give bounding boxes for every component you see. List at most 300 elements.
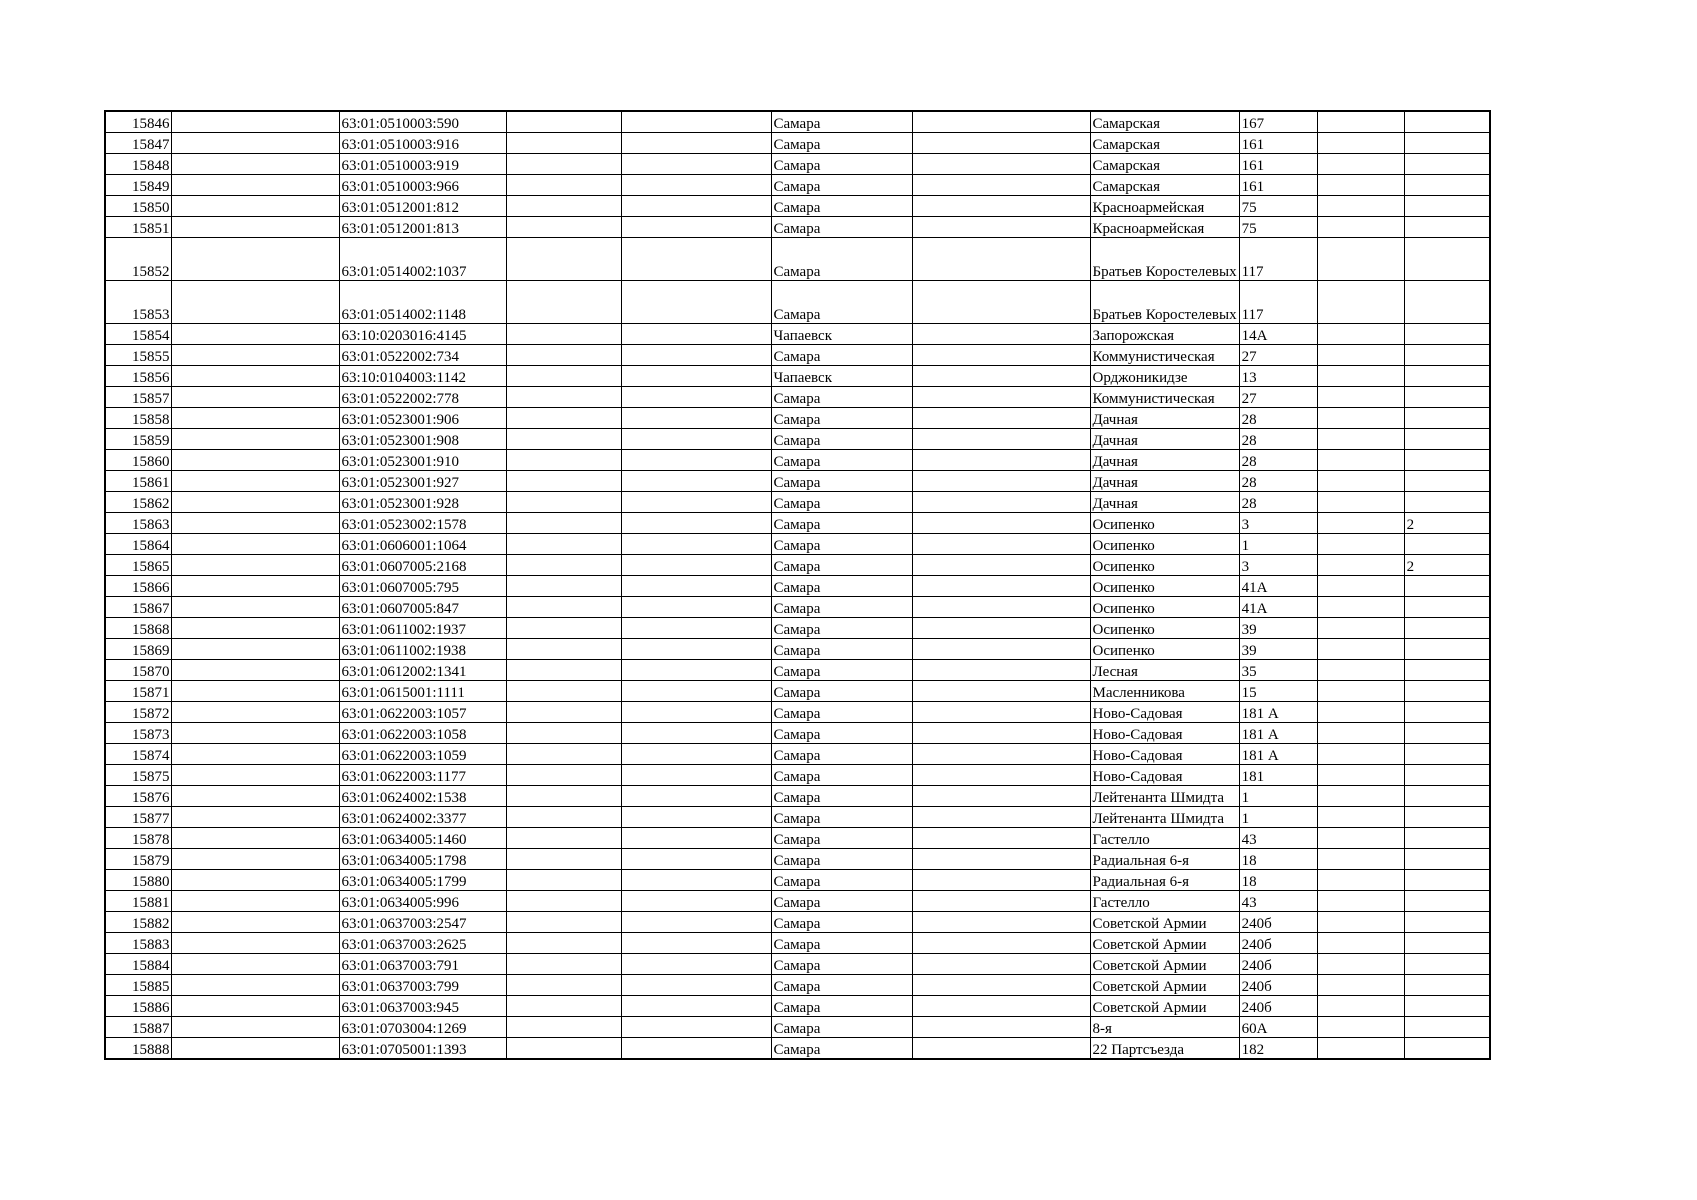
empty-cell bbox=[171, 555, 339, 576]
empty-cell bbox=[621, 345, 771, 366]
row-number-cell: 15887 bbox=[105, 1017, 171, 1038]
empty-cell bbox=[171, 450, 339, 471]
empty-cell bbox=[912, 618, 1090, 639]
city-cell: Самара bbox=[771, 387, 912, 408]
empty-cell bbox=[912, 849, 1090, 870]
house-cell: 15 bbox=[1239, 681, 1317, 702]
empty-cell bbox=[912, 975, 1090, 996]
empty-cell bbox=[1317, 555, 1404, 576]
empty-cell bbox=[1317, 175, 1404, 196]
empty-cell bbox=[1317, 996, 1404, 1017]
empty-cell bbox=[912, 660, 1090, 681]
row-number-cell: 15861 bbox=[105, 471, 171, 492]
empty-cell bbox=[506, 618, 621, 639]
cadastral-number-cell: 63:01:0637003:945 bbox=[339, 996, 506, 1017]
empty-cell bbox=[171, 933, 339, 954]
empty-cell bbox=[171, 217, 339, 238]
house-cell: 28 bbox=[1239, 492, 1317, 513]
empty-cell bbox=[912, 281, 1090, 324]
table-row bbox=[105, 217, 1490, 238]
cadastral-number-cell: 63:01:0611002:1938 bbox=[339, 639, 506, 660]
building-cell bbox=[1404, 345, 1490, 366]
row-number-cell: 15857 bbox=[105, 387, 171, 408]
empty-cell bbox=[1317, 891, 1404, 912]
row-number-cell: 15858 bbox=[105, 408, 171, 429]
row-number-cell: 15851 bbox=[105, 217, 171, 238]
row-number-cell: 15860 bbox=[105, 450, 171, 471]
empty-cell bbox=[621, 912, 771, 933]
house-cell: 60А bbox=[1239, 1017, 1317, 1038]
row-number-cell: 15872 bbox=[105, 702, 171, 723]
city-cell: Самара bbox=[771, 681, 912, 702]
street-cell: Ново-Садовая bbox=[1090, 744, 1239, 765]
city-cell: Самара bbox=[771, 345, 912, 366]
building-cell bbox=[1404, 387, 1490, 408]
empty-cell bbox=[506, 534, 621, 555]
building-cell bbox=[1404, 912, 1490, 933]
row-number-cell: 15873 bbox=[105, 723, 171, 744]
cadastral-number-cell: 63:01:0522002:734 bbox=[339, 345, 506, 366]
empty-cell bbox=[912, 238, 1090, 281]
table-row bbox=[105, 555, 1490, 576]
empty-cell bbox=[912, 408, 1090, 429]
cadastral-number-cell: 63:01:0622003:1057 bbox=[339, 702, 506, 723]
row-number-cell: 15850 bbox=[105, 196, 171, 217]
street-cell: 22 Партсъезда bbox=[1090, 1038, 1239, 1060]
street-cell: Ново-Садовая bbox=[1090, 723, 1239, 744]
empty-cell bbox=[506, 154, 621, 175]
empty-cell bbox=[171, 597, 339, 618]
empty-cell bbox=[1317, 870, 1404, 891]
empty-cell bbox=[1317, 196, 1404, 217]
empty-cell bbox=[171, 576, 339, 597]
empty-cell bbox=[1317, 324, 1404, 345]
building-cell bbox=[1404, 723, 1490, 744]
building-cell bbox=[1404, 471, 1490, 492]
city-cell: Самара bbox=[771, 513, 912, 534]
row-number-cell: 15846 bbox=[105, 111, 171, 133]
empty-cell bbox=[171, 133, 339, 154]
cadastral-number-cell: 63:01:0637003:2547 bbox=[339, 912, 506, 933]
empty-cell bbox=[171, 849, 339, 870]
table-row bbox=[105, 1017, 1490, 1038]
table-row bbox=[105, 954, 1490, 975]
row-number-cell: 15865 bbox=[105, 555, 171, 576]
house-cell: 14А bbox=[1239, 324, 1317, 345]
table-row bbox=[105, 281, 1490, 324]
house-cell: 13 bbox=[1239, 366, 1317, 387]
table-row bbox=[105, 618, 1490, 639]
table-row bbox=[105, 891, 1490, 912]
house-cell: 1 bbox=[1239, 786, 1317, 807]
city-cell: Самара bbox=[771, 534, 912, 555]
table-row bbox=[105, 933, 1490, 954]
street-cell: Осипенко bbox=[1090, 597, 1239, 618]
empty-cell bbox=[506, 175, 621, 196]
row-number-cell: 15882 bbox=[105, 912, 171, 933]
empty-cell bbox=[621, 744, 771, 765]
building-cell bbox=[1404, 933, 1490, 954]
house-cell: 1 bbox=[1239, 807, 1317, 828]
cadastral-number-cell: 63:01:0612002:1341 bbox=[339, 660, 506, 681]
house-cell: 27 bbox=[1239, 345, 1317, 366]
house-cell: 240б bbox=[1239, 975, 1317, 996]
house-cell: 43 bbox=[1239, 828, 1317, 849]
row-number-cell: 15879 bbox=[105, 849, 171, 870]
empty-cell bbox=[912, 765, 1090, 786]
empty-cell bbox=[506, 429, 621, 450]
empty-cell bbox=[171, 1038, 339, 1060]
street-cell: Красноармейская bbox=[1090, 217, 1239, 238]
empty-cell bbox=[171, 765, 339, 786]
house-cell: 161 bbox=[1239, 154, 1317, 175]
empty-cell bbox=[1317, 618, 1404, 639]
empty-cell bbox=[1317, 450, 1404, 471]
empty-cell bbox=[621, 175, 771, 196]
city-cell: Самара bbox=[771, 996, 912, 1017]
empty-cell bbox=[912, 744, 1090, 765]
row-number-cell: 15849 bbox=[105, 175, 171, 196]
empty-cell bbox=[621, 576, 771, 597]
row-number-cell: 15875 bbox=[105, 765, 171, 786]
empty-cell bbox=[912, 555, 1090, 576]
empty-cell bbox=[1317, 660, 1404, 681]
empty-cell bbox=[506, 471, 621, 492]
table-row bbox=[105, 111, 1490, 133]
city-cell: Самара bbox=[771, 618, 912, 639]
cadastral-number-cell: 63:10:0104003:1142 bbox=[339, 366, 506, 387]
empty-cell bbox=[912, 154, 1090, 175]
empty-cell bbox=[171, 639, 339, 660]
empty-cell bbox=[506, 912, 621, 933]
row-number-cell: 15884 bbox=[105, 954, 171, 975]
empty-cell bbox=[912, 912, 1090, 933]
table-row bbox=[105, 133, 1490, 154]
street-cell: Дачная bbox=[1090, 408, 1239, 429]
building-cell: 2 bbox=[1404, 555, 1490, 576]
table-row bbox=[105, 1038, 1490, 1060]
house-cell: 41А bbox=[1239, 597, 1317, 618]
cadastral-number-cell: 63:01:0634005:1460 bbox=[339, 828, 506, 849]
empty-cell bbox=[1317, 744, 1404, 765]
empty-cell bbox=[912, 702, 1090, 723]
city-cell: Самара bbox=[771, 954, 912, 975]
empty-cell bbox=[506, 324, 621, 345]
table-row bbox=[105, 345, 1490, 366]
house-cell: 240б bbox=[1239, 996, 1317, 1017]
house-cell: 1 bbox=[1239, 534, 1317, 555]
empty-cell bbox=[621, 281, 771, 324]
house-cell: 161 bbox=[1239, 133, 1317, 154]
empty-cell bbox=[912, 786, 1090, 807]
house-cell: 117 bbox=[1239, 281, 1317, 324]
city-cell: Самара bbox=[771, 555, 912, 576]
table-row bbox=[105, 238, 1490, 281]
empty-cell bbox=[171, 492, 339, 513]
cadastral-number-cell: 63:01:0607005:795 bbox=[339, 576, 506, 597]
empty-cell bbox=[621, 891, 771, 912]
empty-cell bbox=[171, 238, 339, 281]
street-cell: Красноармейская bbox=[1090, 196, 1239, 217]
city-cell: Самара bbox=[771, 786, 912, 807]
city-cell: Самара bbox=[771, 154, 912, 175]
building-cell bbox=[1404, 765, 1490, 786]
city-cell: Самара bbox=[771, 238, 912, 281]
empty-cell bbox=[912, 870, 1090, 891]
city-cell: Самара bbox=[771, 849, 912, 870]
empty-cell bbox=[912, 133, 1090, 154]
cadastral-number-cell: 63:01:0510003:590 bbox=[339, 111, 506, 133]
street-cell: Осипенко bbox=[1090, 555, 1239, 576]
city-cell: Самара bbox=[771, 744, 912, 765]
empty-cell bbox=[912, 196, 1090, 217]
street-cell: Гастелло bbox=[1090, 891, 1239, 912]
city-cell: Чапаевск bbox=[771, 366, 912, 387]
table-row bbox=[105, 154, 1490, 175]
table-row bbox=[105, 387, 1490, 408]
street-cell: Радиальная 6-я bbox=[1090, 870, 1239, 891]
building-cell bbox=[1404, 408, 1490, 429]
street-cell: Осипенко bbox=[1090, 513, 1239, 534]
street-cell: Братьев Коростелевых bbox=[1090, 281, 1239, 324]
empty-cell bbox=[621, 807, 771, 828]
house-cell: 182 bbox=[1239, 1038, 1317, 1060]
cadastral-number-cell: 63:01:0622003:1177 bbox=[339, 765, 506, 786]
building-cell bbox=[1404, 429, 1490, 450]
row-number-cell: 15880 bbox=[105, 870, 171, 891]
empty-cell bbox=[171, 196, 339, 217]
empty-cell bbox=[1317, 1017, 1404, 1038]
empty-cell bbox=[621, 933, 771, 954]
empty-cell bbox=[621, 513, 771, 534]
street-cell: Коммунистическая bbox=[1090, 345, 1239, 366]
city-cell: Самара bbox=[771, 912, 912, 933]
empty-cell bbox=[912, 828, 1090, 849]
empty-cell bbox=[506, 723, 621, 744]
empty-cell bbox=[1317, 133, 1404, 154]
empty-cell bbox=[506, 492, 621, 513]
house-cell: 3 bbox=[1239, 513, 1317, 534]
house-cell: 39 bbox=[1239, 618, 1317, 639]
street-cell: Лейтенанта Шмидта bbox=[1090, 807, 1239, 828]
row-number-cell: 15881 bbox=[105, 891, 171, 912]
empty-cell bbox=[912, 471, 1090, 492]
empty-cell bbox=[1317, 849, 1404, 870]
street-cell: Лесная bbox=[1090, 660, 1239, 681]
empty-cell bbox=[1317, 238, 1404, 281]
row-number-cell: 15853 bbox=[105, 281, 171, 324]
empty-cell bbox=[506, 387, 621, 408]
empty-cell bbox=[912, 681, 1090, 702]
empty-cell bbox=[912, 366, 1090, 387]
street-cell: 8-я bbox=[1090, 1017, 1239, 1038]
city-cell: Самара bbox=[771, 828, 912, 849]
table-row bbox=[105, 765, 1490, 786]
building-cell bbox=[1404, 639, 1490, 660]
house-cell: 181 bbox=[1239, 765, 1317, 786]
row-number-cell: 15863 bbox=[105, 513, 171, 534]
empty-cell bbox=[1317, 597, 1404, 618]
empty-cell bbox=[1317, 154, 1404, 175]
cadastral-number-cell: 63:01:0637003:791 bbox=[339, 954, 506, 975]
row-number-cell: 15848 bbox=[105, 154, 171, 175]
empty-cell bbox=[506, 828, 621, 849]
house-cell: 161 bbox=[1239, 175, 1317, 196]
empty-cell bbox=[1317, 408, 1404, 429]
street-cell: Дачная bbox=[1090, 492, 1239, 513]
building-cell bbox=[1404, 597, 1490, 618]
empty-cell bbox=[506, 660, 621, 681]
street-cell: Осипенко bbox=[1090, 639, 1239, 660]
cadastral-number-cell: 63:01:0607005:847 bbox=[339, 597, 506, 618]
building-cell bbox=[1404, 196, 1490, 217]
empty-cell bbox=[912, 891, 1090, 912]
house-cell: 35 bbox=[1239, 660, 1317, 681]
building-cell bbox=[1404, 111, 1490, 133]
empty-cell bbox=[1317, 111, 1404, 133]
city-cell: Самара bbox=[771, 111, 912, 133]
building-cell bbox=[1404, 492, 1490, 513]
empty-cell bbox=[506, 639, 621, 660]
row-number-cell: 15885 bbox=[105, 975, 171, 996]
empty-cell bbox=[1317, 828, 1404, 849]
empty-cell bbox=[171, 408, 339, 429]
city-cell: Самара bbox=[771, 891, 912, 912]
empty-cell bbox=[171, 387, 339, 408]
empty-cell bbox=[621, 618, 771, 639]
empty-cell bbox=[621, 154, 771, 175]
cadastral-number-cell: 63:01:0611002:1937 bbox=[339, 618, 506, 639]
house-cell: 240б bbox=[1239, 954, 1317, 975]
row-number-cell: 15870 bbox=[105, 660, 171, 681]
street-cell: Осипенко bbox=[1090, 576, 1239, 597]
street-cell: Осипенко bbox=[1090, 534, 1239, 555]
city-cell: Самара bbox=[771, 175, 912, 196]
empty-cell bbox=[171, 513, 339, 534]
empty-cell bbox=[171, 702, 339, 723]
empty-cell bbox=[1317, 366, 1404, 387]
table-row bbox=[105, 576, 1490, 597]
empty-cell bbox=[621, 1038, 771, 1060]
city-cell: Самара bbox=[771, 1017, 912, 1038]
cadastral-number-cell: 63:01:0703004:1269 bbox=[339, 1017, 506, 1038]
empty-cell bbox=[621, 366, 771, 387]
empty-cell bbox=[171, 111, 339, 133]
cadastral-number-cell: 63:01:0510003:919 bbox=[339, 154, 506, 175]
building-cell bbox=[1404, 807, 1490, 828]
street-cell: Советской Армии bbox=[1090, 975, 1239, 996]
table-row bbox=[105, 471, 1490, 492]
building-cell bbox=[1404, 870, 1490, 891]
table-row bbox=[105, 492, 1490, 513]
empty-cell bbox=[1317, 471, 1404, 492]
table-row bbox=[105, 996, 1490, 1017]
table-row bbox=[105, 660, 1490, 681]
empty-cell bbox=[171, 154, 339, 175]
empty-cell bbox=[171, 954, 339, 975]
table-row bbox=[105, 324, 1490, 345]
row-number-cell: 15856 bbox=[105, 366, 171, 387]
empty-cell bbox=[506, 281, 621, 324]
empty-cell bbox=[621, 217, 771, 238]
empty-cell bbox=[506, 870, 621, 891]
building-cell bbox=[1404, 238, 1490, 281]
empty-cell bbox=[912, 1038, 1090, 1060]
street-cell: Советской Армии bbox=[1090, 912, 1239, 933]
empty-cell bbox=[171, 660, 339, 681]
building-cell bbox=[1404, 660, 1490, 681]
empty-cell bbox=[912, 217, 1090, 238]
empty-cell bbox=[912, 492, 1090, 513]
city-cell: Самара bbox=[771, 450, 912, 471]
table-row bbox=[105, 175, 1490, 196]
empty-cell bbox=[912, 597, 1090, 618]
empty-cell bbox=[1317, 387, 1404, 408]
empty-cell bbox=[506, 786, 621, 807]
empty-cell bbox=[1317, 513, 1404, 534]
empty-cell bbox=[171, 891, 339, 912]
house-cell: 117 bbox=[1239, 238, 1317, 281]
street-cell: Осипенко bbox=[1090, 618, 1239, 639]
street-cell: Самарская bbox=[1090, 111, 1239, 133]
table-row bbox=[105, 786, 1490, 807]
empty-cell bbox=[1317, 281, 1404, 324]
building-cell bbox=[1404, 576, 1490, 597]
building-cell bbox=[1404, 828, 1490, 849]
street-cell: Самарская bbox=[1090, 154, 1239, 175]
building-cell bbox=[1404, 450, 1490, 471]
street-cell: Советской Армии bbox=[1090, 996, 1239, 1017]
empty-cell bbox=[621, 786, 771, 807]
row-number-cell: 15877 bbox=[105, 807, 171, 828]
empty-cell bbox=[621, 408, 771, 429]
cadastral-number-cell: 63:01:0606001:1064 bbox=[339, 534, 506, 555]
empty-cell bbox=[1317, 723, 1404, 744]
building-cell bbox=[1404, 744, 1490, 765]
empty-cell bbox=[171, 786, 339, 807]
empty-cell bbox=[1317, 429, 1404, 450]
empty-cell bbox=[1317, 681, 1404, 702]
empty-cell bbox=[506, 345, 621, 366]
street-cell: Ново-Садовая bbox=[1090, 702, 1239, 723]
row-number-cell: 15855 bbox=[105, 345, 171, 366]
empty-cell bbox=[506, 1017, 621, 1038]
empty-cell bbox=[171, 975, 339, 996]
house-cell: 181 А bbox=[1239, 702, 1317, 723]
cadastral-number-cell: 63:01:0624002:1538 bbox=[339, 786, 506, 807]
city-cell: Самара bbox=[771, 133, 912, 154]
empty-cell bbox=[506, 111, 621, 133]
empty-cell bbox=[1317, 702, 1404, 723]
cadastral-number-cell: 63:01:0624002:3377 bbox=[339, 807, 506, 828]
empty-cell bbox=[506, 196, 621, 217]
cadastral-number-cell: 63:01:0523001:910 bbox=[339, 450, 506, 471]
table-row bbox=[105, 828, 1490, 849]
house-cell: 18 bbox=[1239, 870, 1317, 891]
empty-cell bbox=[621, 387, 771, 408]
empty-cell bbox=[621, 1017, 771, 1038]
empty-cell bbox=[1317, 975, 1404, 996]
cadastral-number-cell: 63:01:0514002:1037 bbox=[339, 238, 506, 281]
building-cell bbox=[1404, 324, 1490, 345]
house-cell: 181 А bbox=[1239, 744, 1317, 765]
empty-cell bbox=[912, 175, 1090, 196]
city-cell: Самара bbox=[771, 408, 912, 429]
street-cell: Дачная bbox=[1090, 471, 1239, 492]
building-cell: 2 bbox=[1404, 513, 1490, 534]
row-number-cell: 15871 bbox=[105, 681, 171, 702]
table-row bbox=[105, 702, 1490, 723]
